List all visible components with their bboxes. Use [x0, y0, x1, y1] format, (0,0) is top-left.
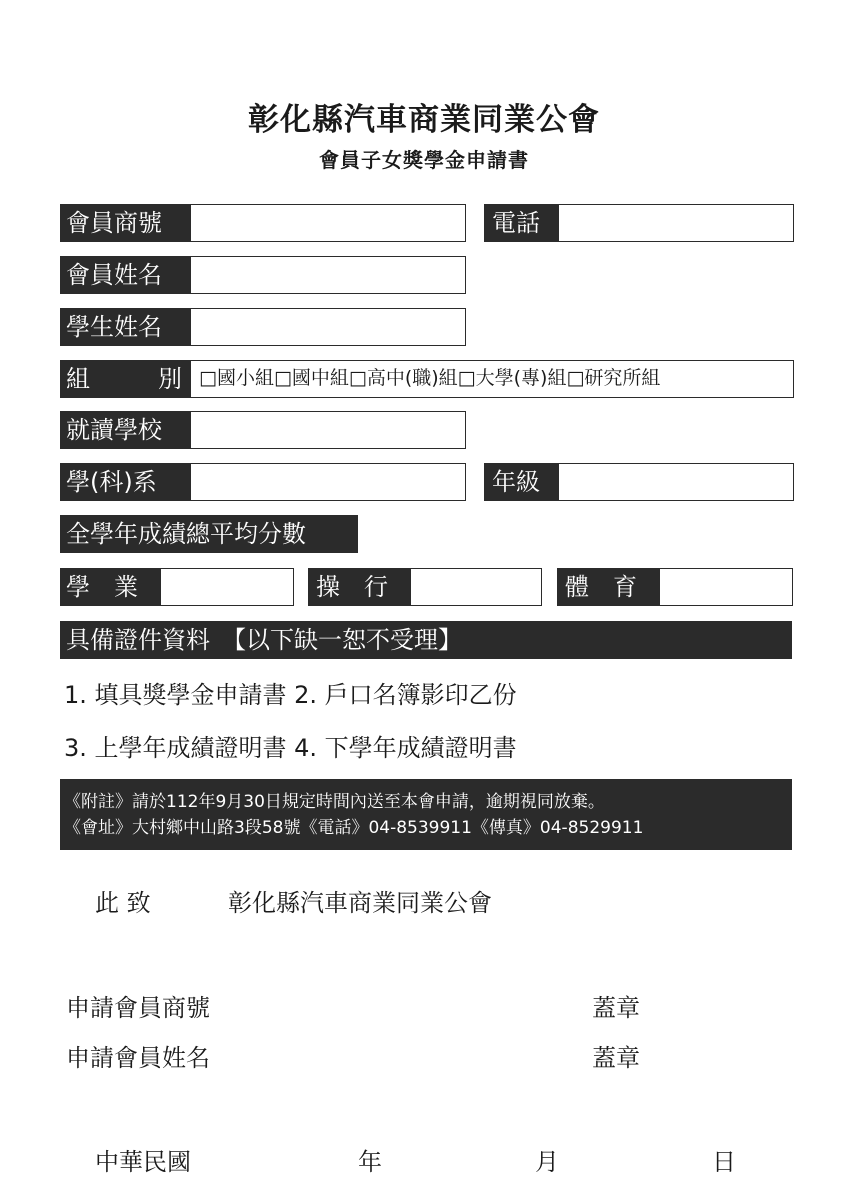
- conduct-score-field: [308, 568, 542, 606]
- grade-label: 年級: [484, 463, 558, 501]
- student-name-field: [60, 308, 466, 346]
- department-field: [60, 463, 466, 501]
- member-id-input[interactable]: [190, 204, 466, 242]
- department-label: 學(科)系: [60, 463, 190, 501]
- group-options[interactable]: □國小組□國中組□高中(職)組□大學(專)組□研究所組: [190, 360, 794, 398]
- seal-label-2: 蓋章: [592, 1044, 640, 1072]
- physical-label: 體 育: [557, 568, 659, 606]
- phone-input[interactable]: [558, 204, 794, 242]
- grade-input[interactable]: [558, 463, 794, 501]
- notes-box: [60, 779, 792, 850]
- applicant-id-label: 申請會員商號: [66, 994, 210, 1022]
- form-subtitle: 會員子女獎學金申請書: [319, 148, 529, 172]
- date-month: 月: [535, 1148, 559, 1176]
- student-name-input[interactable]: [190, 308, 466, 346]
- applicant-name-label: 申請會員姓名: [66, 1044, 210, 1072]
- member-id-label: 會員商號: [60, 204, 190, 242]
- seal-label-1: 蓋章: [592, 994, 640, 1022]
- date-era: 中華民國: [95, 1148, 191, 1176]
- school-input[interactable]: [190, 411, 466, 449]
- member-id-field: [60, 204, 466, 242]
- member-name-input[interactable]: [190, 256, 466, 294]
- group-label-right: 別: [158, 365, 182, 393]
- documents-heading: 具備證件資料 【以下缺一恕不受理】: [60, 621, 792, 659]
- note-deadline: 《附註》請於112年9月30日規定時間內送至本會申請，逾期視同放棄。: [64, 792, 605, 812]
- note-address: 《會址》大村鄉中山路3段58號《電話》04-8539911《傳真》04-8529911: [64, 818, 644, 838]
- student-name-label: 學生姓名: [60, 308, 190, 346]
- date-day: 日: [712, 1148, 736, 1176]
- academic-input[interactable]: [160, 568, 294, 606]
- physical-input[interactable]: [659, 568, 793, 606]
- closing-to-org: 彰化縣汽車商業同業公會: [228, 889, 492, 917]
- member-name-label: 會員姓名: [60, 256, 190, 294]
- requirements-line-1: 1. 填具獎學金申請書 2. 戶口名簿影印乙份: [64, 681, 517, 709]
- group-field: [60, 360, 794, 398]
- academic-label: 學 業: [60, 568, 160, 606]
- academic-score-field: [60, 568, 294, 606]
- physical-score-field: [557, 568, 793, 606]
- closing-to-label: 此 致: [95, 889, 151, 917]
- phone-label: 電話: [484, 204, 558, 242]
- requirements-line-2: 3. 上學年成績證明書 4. 下學年成績證明書: [64, 734, 517, 762]
- date-year: 年: [358, 1148, 382, 1176]
- form-title: 彰化縣汽車商業同業公會: [248, 102, 600, 138]
- conduct-input[interactable]: [410, 568, 542, 606]
- scores-heading: 全學年成績總平均分數: [60, 515, 358, 553]
- group-label-left: 組: [66, 365, 90, 393]
- grade-field: [484, 463, 794, 501]
- department-input[interactable]: [190, 463, 466, 501]
- group-label: [60, 360, 190, 398]
- conduct-label: 操 行: [308, 568, 410, 606]
- school-field: [60, 411, 466, 449]
- member-name-field: [60, 256, 466, 294]
- school-label: 就讀學校: [60, 411, 190, 449]
- phone-field: [484, 204, 794, 242]
